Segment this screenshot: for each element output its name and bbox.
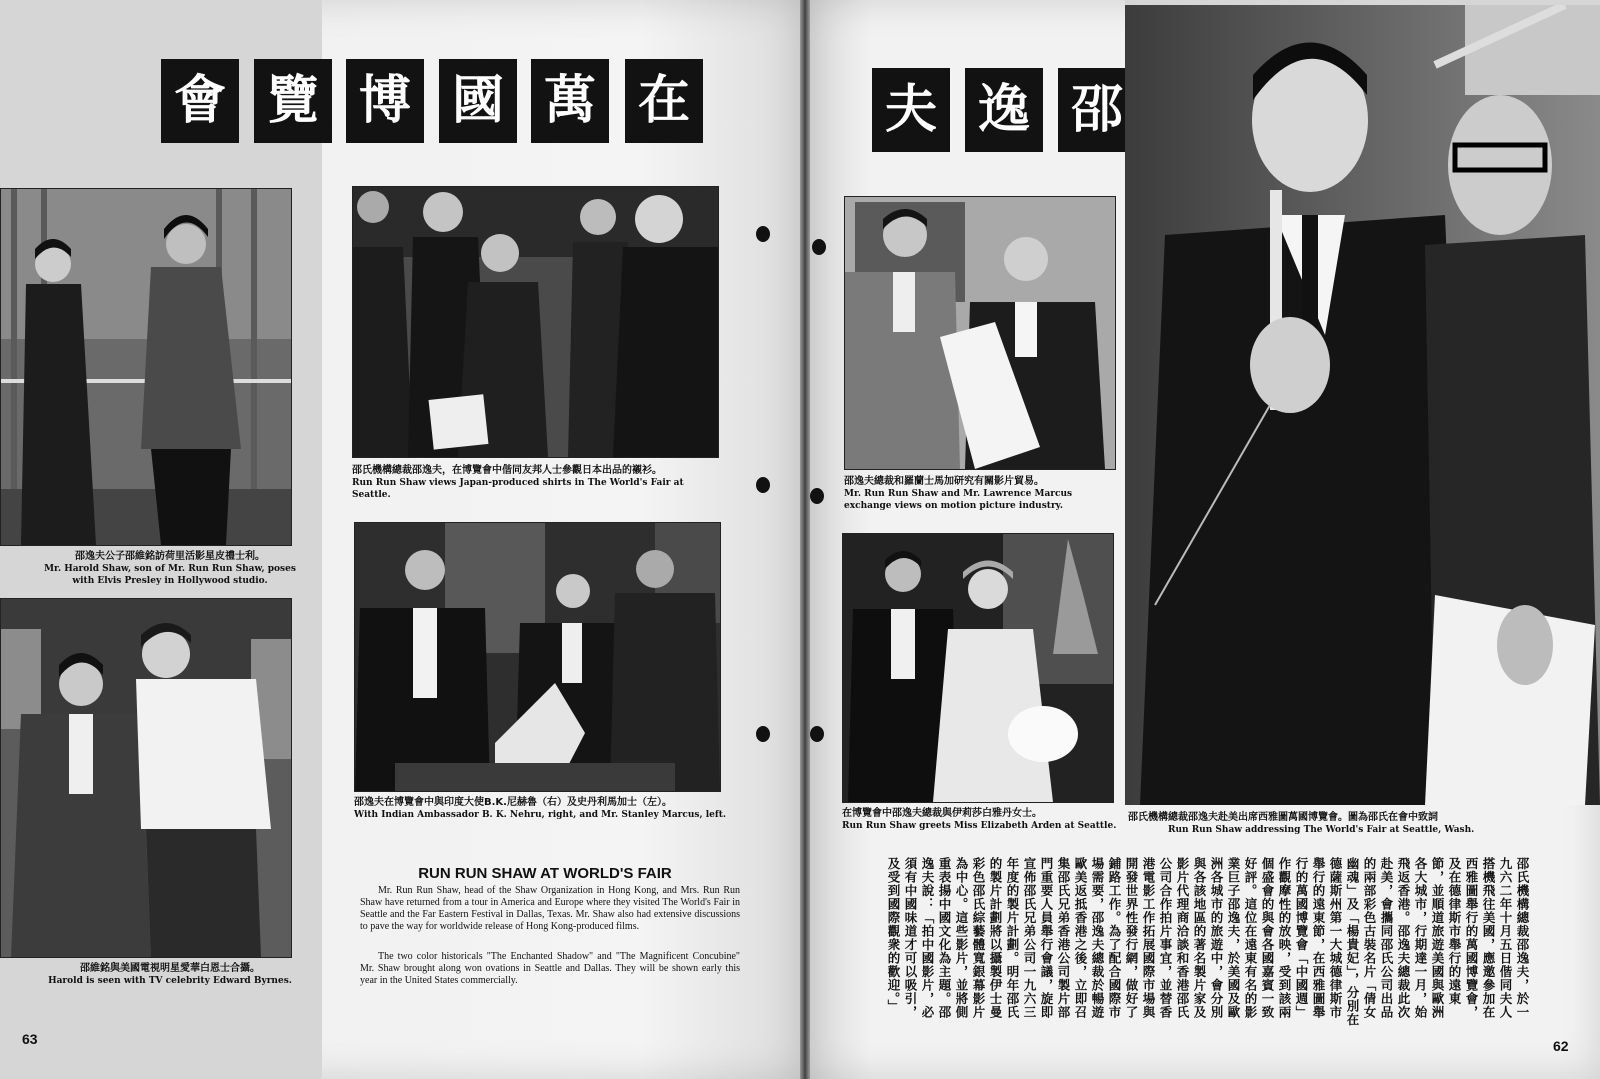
caption-en: Mr. Run Run Shaw and Mr. Lawrence Marcus exchange views on motion picture industry. [844,489,1073,511]
article-paragraph: The two color historicals "The Enchanted Shadow" and "The Magnificent Concubine" Mr. Shaw brought along won ovations in Seattle and Dallas. They will be shown early this year in the United States commercially. [360,951,740,986]
caption-zh: 邵維銘與美國電視明星愛華白恩士合攝。 [80,963,260,974]
binder-hole [756,226,770,242]
title-char: 邵 [1058,68,1136,152]
title-char: 覽 [254,59,332,143]
title-char: 夫 [872,68,950,152]
caption-zh: 在博覽會中邵逸夫總裁與伊莉莎白雅丹女士。 [842,808,1042,819]
binder-hole [756,726,770,742]
caption-elvis [40,551,300,587]
article-headline: RUN RUN SHAW AT WORLD'S FAIR [418,865,672,882]
caption-byrnes [40,963,300,987]
gutter [800,0,810,1079]
caption-en: Run Run Shaw views Japan-produced shirts in The World's Fair at Seattle. [352,478,684,500]
caption-marcus [844,476,1119,512]
caption-en: Harold is seen with TV celebrity Edward Byrnes. [48,976,292,986]
caption-zh: 邵逸夫總裁和羅蘭士馬加研究有關影片貿易。 [844,476,1044,487]
title-char: 在 [625,59,703,143]
page-number-right: 62 [1553,1038,1569,1054]
photo-elizabeth-arden [842,533,1114,803]
caption-nehru [354,797,729,821]
caption-zh: 邵氏機構總裁邵逸夫，在博覽會中偕同友邦人士參觀日本出品的襯衫。 [352,465,662,476]
caption-zh: 邵氏機構總裁邵逸夫赴美出席西雅圖萬國博覽會。圖為邵氏在會中致詞 [1128,812,1438,823]
photo-japan-shirts [352,186,719,458]
photo-lawrence-marcus [844,196,1116,470]
photo-nehru-marcus [354,522,721,792]
title-char: 萬 [531,59,609,143]
binder-hole [810,488,824,504]
title-char: 會 [161,59,239,143]
photo-shaw-speech [1125,5,1600,805]
binder-hole [756,477,770,493]
photo-harold-byrnes [0,598,292,958]
title-char: 國 [439,59,517,143]
caption-en: Run Run Shaw addressing The World's Fair at Seattle, Wash. [1168,825,1475,835]
binder-hole [810,726,824,742]
photo-harold-elvis [0,188,292,546]
caption-en: Run Run Shaw greets Miss Elizabeth Arden at Seattle. [842,821,1117,831]
caption-en: With Indian Ambassador B. K. Nehru, right, and Mr. Stanley Marcus, left. [354,810,727,820]
caption-shirts [352,465,722,501]
title-char: 博 [346,59,424,143]
title-char: 逸 [965,68,1043,152]
chinese-article: 邵氏機構總裁邵逸夫，於一九六二年十月五日偕同夫人搭機飛往美國，應邀參加在西雅圖舉行的萬國博覽會，及在德律斯市舉行的遠東節，並順道旅遊美國與歐洲各大城市，行期達一月，始飛返香港。邵逸夫總裁此次赴美，會攜同邵氏公司出品的兩部彩色古裝名片「倩女幽魂」及「楊貴妃」，分別在德薩斯州第一大城德律斯市舉行的遠東節，在西雅圖舉行的萬國博覽會「中國週」作觀摩性的放映，受到該兩個盛會的與會各國嘉賓一致好評。這位在遠東有名的影業巨子邵逸夫，於美國及歐洲各城市的旅遊中，會分別與各該地區的著名製片家及影片代理商洽談和香港邵氏公司合作拍片事宜，並替香港電影工作拓展國際市場與開發世界性發行網，做好了鋪路工作。為了配合國際市場需要，邵逸夫總裁於暢遊歐美返抵香港之後，立即召集邵氏兄弟香港公司製片部門重要人員舉行會議，旋即宣佈邵氏兄弟公司一九六三年度的製片計劃。明年邵氏的製片計劃將以攝製伊士曼彩色邵氏綜藝體寬銀幕影片為中心。這些影片，並將側重表揚中國文化為主題。邵逸夫說：「拍中國影片，必須有中國味道才可以吸引，及受到國際觀衆的歡迎。」 [886,857,1530,1027]
caption-speech [1128,812,1528,836]
article-paragraph: Mr. Run Run Shaw, head of the Shaw Organization in Hong Kong, and Mrs. Run Run Shaw have returned from a tour in America and Europe where they visited The World's Fair in Seattle and the Far Eastern Festival in Dallas, Texas. Mr. Shaw also had extensive discussions to pave the way for worldwide release of Hong Kong-produced films. [360,885,740,932]
caption-zh: 邵逸夫在博覽會中與印度大使B.K.尼赫魯（右）及史丹利馬加士（左）。 [354,797,672,808]
caption-zh: 邵逸夫公子邵維銘訪荷里活影星皮禮士利。 [75,551,265,562]
binder-hole [812,239,826,255]
page-number-left: 63 [22,1031,38,1047]
caption-arden [842,808,1117,832]
caption-en: Mr. Harold Shaw, son of Mr. Run Run Shaw, poses with Elvis Presley in Hollywood studio. [44,564,296,586]
